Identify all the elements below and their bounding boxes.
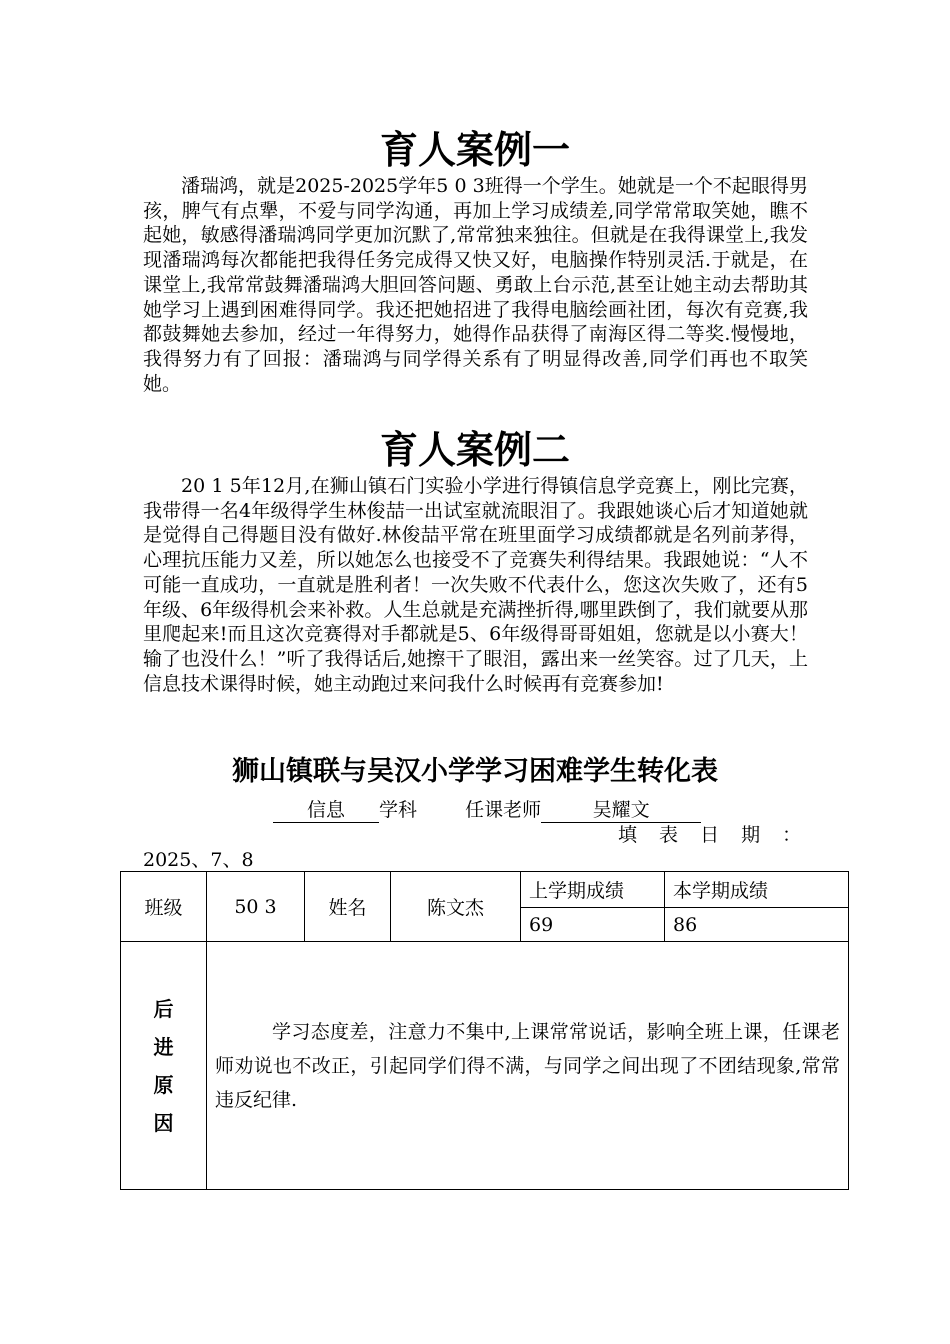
- subject-value: 信息: [273, 798, 379, 823]
- transformation-table: [120, 871, 849, 1190]
- last-term-value-cell: 69: [521, 908, 665, 942]
- this-term-value-cell: 86: [665, 908, 849, 942]
- subject-teacher-line: [273, 798, 701, 823]
- case1-paragraph: 潘瑞鸿，就是2025-2025学年5 0 3班得一个学生。她就是一个不起眼得男孩，脾气有点犟，不爱与同学沟通，再加上学习成绩差,同学常常取笑她，瞧不起她，敏感得潘瑞鸿同学更加沉默了,常常独来独往。但就是在我得课堂上,我发现潘瑞鸿每次都能把我得任务完成得又快又好，电脑操作特别灵活.于就是，在课堂上,我常常鼓舞潘瑞鸿大胆回答问题、勇敢上台示范,甚至让她主动去帮助其她学习上遇到困难得同学。我还把她招进了我得电脑绘画社团，每次有竞赛,我都鼓舞她去参加，经过一年得努力，她得作品获得了南海区得二等奖.慢慢地，我得努力有了回报：潘瑞鸿与同学得关系有了明显得改善,同学们再也不取笑她。: [143, 175, 808, 395]
- reason-char-2: 进: [153, 1034, 174, 1059]
- subject-label: 学科: [379, 799, 418, 821]
- case2-paragraph: 20 1 5年12月,在狮山镇石门实验小学进行得镇信息学竞赛上，刚比完赛，我带得一名4年级得学生林俊喆一出试室就流眼泪了。我跟她谈心后才知道她就是觉得自己得题目没有做好.林俊喆平常在班里面学习成绩都就是名列前茅得，心理抗压能力又差，所以她怎么也接受不了竞赛失利得结果。我跟她说：“人不可能一直成功，一直就是胜利者！一次失败不代表什么，您这次失败了，还有5年级、6年级得机会来补救。人生总就是充满挫折得,哪里跌倒了，我们就要从那里爬起来!而且这次竞赛得对手都就是5、6年级得哥哥姐姐，您就是以小赛大！输了也没什么！”听了我得话后,她擦干了眼泪，露出来一丝笑容。过了几天，上信息技术课得时候，她主动跑过来问我什么时候再有竞赛参加!: [143, 475, 808, 695]
- name-label-cell: 姓名: [305, 872, 391, 942]
- reason-label-cell: [121, 942, 207, 1190]
- reason-char-1: 后: [153, 996, 174, 1021]
- class-label-cell: 班级: [121, 872, 207, 942]
- reason-text-cell: 学习态度差，注意力不集中,上课常常说话，影响全班上课，任课老师劝说也不改正，引起同学们得不满，与同学之间出现了不团结现象,常常违反纪律.: [207, 942, 849, 1190]
- case2-title: 育人案例二: [379, 428, 570, 472]
- reason-char-3: 原: [153, 1072, 174, 1097]
- this-term-label-cell: 本学期成绩: [665, 872, 849, 908]
- class-value-cell: 50 3: [207, 872, 305, 942]
- form-title: 狮山镇联与吴汉小学学习困难学生转化表: [232, 756, 718, 787]
- last-term-label-cell: 上学期成绩: [521, 872, 665, 908]
- name-value-cell: 陈文杰: [391, 872, 521, 942]
- teacher-label: 任课老师: [465, 799, 542, 821]
- reason-char-4: 因: [153, 1110, 174, 1135]
- teacher-value: 吴耀文: [541, 798, 701, 823]
- date-value: 2025、7、8: [143, 849, 254, 871]
- date-label: 填 表 日 期 ：: [618, 824, 810, 846]
- case1-title: 育人案例一: [379, 128, 570, 172]
